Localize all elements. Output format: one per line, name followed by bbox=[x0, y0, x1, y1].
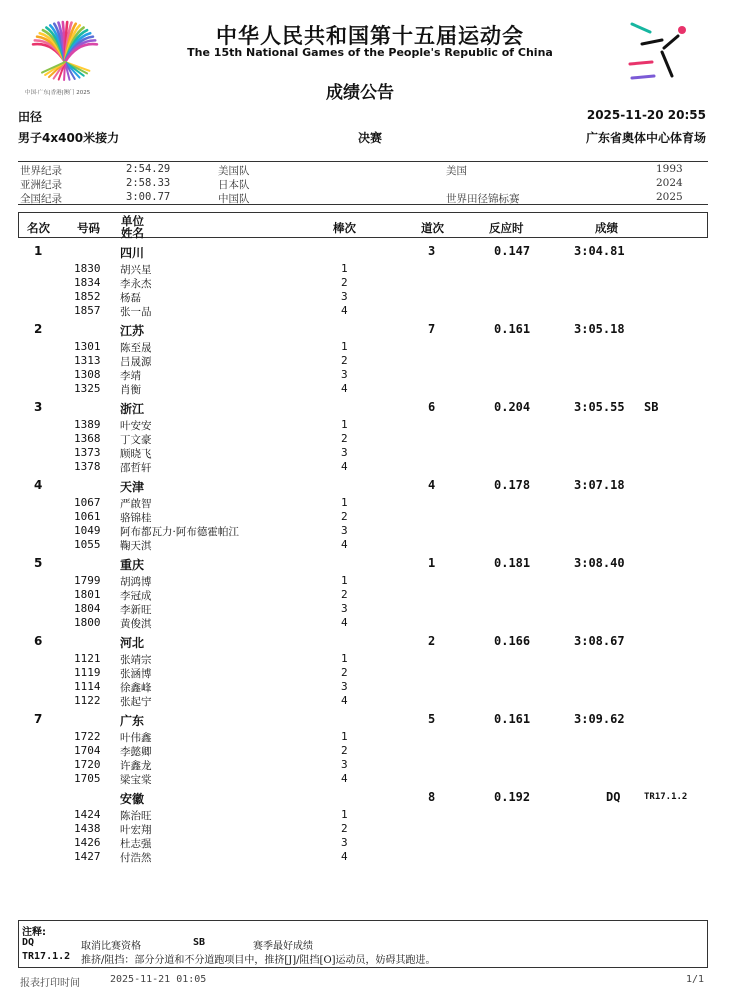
athlete-row bbox=[0, 730, 735, 744]
col-unit: 单位 bbox=[121, 214, 144, 228]
dq-description: 取消比赛资格 bbox=[81, 941, 141, 952]
col-lane: 道次 bbox=[421, 221, 444, 235]
team-name: 天津 bbox=[120, 480, 145, 494]
team-lane: 5 bbox=[428, 712, 436, 726]
athlete-bib: 1325 bbox=[74, 382, 101, 395]
tr-description: 推挤/阻挡：部分分道和不分道跑项目中，推挤[J]/阻挡[O]运动员，妨碍其跑进。 bbox=[81, 955, 436, 966]
team-lane: 1 bbox=[428, 556, 436, 570]
print-time: 2025-11-21 01:05 bbox=[110, 974, 207, 985]
athlete-name: 杜志强 bbox=[120, 838, 152, 850]
athlete-leg: 2 bbox=[341, 822, 348, 835]
athlete-name: 鞠天淇 bbox=[120, 540, 152, 552]
record-label: 世界纪录 bbox=[20, 165, 62, 177]
athlete-row bbox=[0, 290, 735, 304]
logo-caption: 中国·广东|香港|澳门 2025 bbox=[25, 90, 91, 96]
athlete-bib: 1426 bbox=[74, 836, 101, 849]
team-name: 广东 bbox=[120, 714, 145, 728]
record-time: 2:54.29 bbox=[126, 163, 171, 175]
record-year: 2024 bbox=[656, 177, 683, 189]
athlete-name: 张一品 bbox=[120, 306, 152, 318]
athlete-leg: 3 bbox=[341, 368, 348, 381]
athlete-name: 张起宁 bbox=[120, 696, 152, 708]
team-result: 3:05.18 bbox=[574, 322, 625, 336]
athlete-row bbox=[0, 304, 735, 318]
print-info bbox=[18, 974, 708, 988]
team-rank: 1 bbox=[34, 244, 43, 258]
page-title: 成绩公告 bbox=[326, 83, 394, 103]
team-result: 3:08.40 bbox=[574, 556, 625, 570]
athlete-leg: 1 bbox=[341, 496, 348, 509]
team-lane: 8 bbox=[428, 790, 436, 804]
athlete-name: 李新旺 bbox=[120, 604, 152, 616]
team-rank: 3 bbox=[34, 400, 43, 414]
col-result: 成绩 bbox=[595, 221, 618, 235]
team-rank: 2 bbox=[34, 322, 43, 336]
athlete-bib: 1852 bbox=[74, 290, 101, 303]
athlete-name: 叶伟鑫 bbox=[120, 732, 152, 744]
athlete-bib: 1122 bbox=[74, 694, 101, 707]
athlete-row bbox=[0, 446, 735, 460]
athlete-name: 叶宏翔 bbox=[120, 824, 152, 836]
team-result: 3:07.18 bbox=[574, 478, 625, 492]
athlete-row bbox=[0, 616, 735, 630]
team-reaction: 0.161 bbox=[494, 712, 531, 726]
athlete-bib: 1857 bbox=[74, 304, 101, 317]
athlete-name: 许鑫龙 bbox=[120, 760, 152, 772]
athlete-leg: 2 bbox=[341, 744, 348, 757]
page-number: 1/1 bbox=[686, 974, 705, 985]
athlete-leg: 4 bbox=[341, 304, 348, 317]
athlete-row bbox=[0, 758, 735, 772]
athlete-bib: 1055 bbox=[74, 538, 101, 551]
athlete-bib: 1308 bbox=[74, 368, 101, 381]
athlete-name: 吕晟源 bbox=[120, 356, 152, 368]
athlete-leg: 1 bbox=[341, 808, 348, 821]
team-rank: 5 bbox=[34, 556, 43, 570]
athlete-bib: 1720 bbox=[74, 758, 101, 771]
athlete-leg: 1 bbox=[341, 262, 348, 275]
athlete-bib: 1373 bbox=[74, 446, 101, 459]
athlete-row bbox=[0, 418, 735, 432]
record-holder: 美国队 bbox=[218, 165, 250, 177]
team-result: 3:09.62 bbox=[574, 712, 625, 726]
venue-label: 广东省奥体中心体育场 bbox=[585, 131, 706, 145]
athlete-bib: 1722 bbox=[74, 730, 101, 743]
athlete-name: 顾晓飞 bbox=[120, 448, 152, 460]
team-row bbox=[0, 478, 735, 494]
athlete-name: 梁宝棠 bbox=[120, 774, 152, 786]
athlete-bib: 1834 bbox=[74, 276, 101, 289]
team-reaction: 0.192 bbox=[494, 790, 531, 804]
team-lane: 6 bbox=[428, 400, 436, 414]
athlete-row bbox=[0, 432, 735, 446]
athlete-bib: 1119 bbox=[74, 666, 101, 679]
athlete-row bbox=[0, 262, 735, 276]
athlete-name: 骆锦桂 bbox=[120, 512, 152, 524]
athlete-leg: 2 bbox=[341, 510, 348, 523]
athlete-bib: 1799 bbox=[74, 574, 101, 587]
athlete-bib: 1704 bbox=[74, 744, 101, 757]
athlete-bib: 1378 bbox=[74, 460, 101, 473]
athlete-name: 张靖宗 bbox=[120, 654, 152, 666]
athlete-leg: 3 bbox=[341, 758, 348, 771]
team-name: 四川 bbox=[120, 246, 145, 260]
athlete-leg: 2 bbox=[341, 666, 348, 679]
athlete-row bbox=[0, 822, 735, 836]
athlete-name: 丁文豪 bbox=[120, 434, 152, 446]
athlete-row bbox=[0, 836, 735, 850]
round-label: 决赛 bbox=[357, 131, 382, 145]
team-rank: 4 bbox=[34, 478, 43, 492]
team-row bbox=[0, 322, 735, 338]
athlete-leg: 3 bbox=[341, 680, 348, 693]
athlete-bib: 1114 bbox=[74, 680, 101, 693]
team-lane: 4 bbox=[428, 478, 436, 492]
athlete-row bbox=[0, 694, 735, 708]
athlete-name: 胡兴星 bbox=[120, 264, 152, 276]
athlete-leg: 1 bbox=[341, 652, 348, 665]
athlete-leg: 4 bbox=[341, 694, 348, 707]
athlete-row bbox=[0, 354, 735, 368]
athlete-name: 陈至晟 bbox=[120, 342, 152, 354]
athlete-row bbox=[0, 588, 735, 602]
team-lane: 3 bbox=[428, 244, 436, 258]
athlete-row bbox=[0, 602, 735, 616]
team-rank: 6 bbox=[34, 634, 43, 648]
athlete-leg: 2 bbox=[341, 276, 348, 289]
athlete-bib: 1830 bbox=[74, 262, 101, 275]
athlete-row bbox=[0, 652, 735, 666]
athlete-bib: 1804 bbox=[74, 602, 101, 615]
athlete-leg: 2 bbox=[341, 354, 348, 367]
athlete-row bbox=[0, 850, 735, 864]
athlete-row bbox=[0, 772, 735, 786]
athlete-leg: 3 bbox=[341, 446, 348, 459]
athlete-name: 胡鸿博 bbox=[120, 576, 152, 588]
athlete-bib: 1368 bbox=[74, 432, 101, 445]
team-row bbox=[0, 556, 735, 572]
sb-code: SB bbox=[193, 937, 206, 948]
sb-description: 赛季最好成绩 bbox=[253, 941, 313, 952]
athlete-leg: 3 bbox=[341, 602, 348, 615]
athlete-row bbox=[0, 538, 735, 552]
team-rank: 7 bbox=[34, 712, 43, 726]
athlete-row bbox=[0, 680, 735, 694]
athlete-bib: 1427 bbox=[74, 850, 101, 863]
col-reaction: 反应时 bbox=[489, 221, 524, 235]
athlete-row bbox=[0, 368, 735, 382]
team-row bbox=[0, 790, 735, 806]
athlete-bib: 1067 bbox=[74, 496, 101, 509]
notes-title: 注释: bbox=[22, 927, 46, 938]
record-place: 美国 bbox=[446, 165, 467, 177]
athlete-bib: 1424 bbox=[74, 808, 101, 821]
team-reaction: 0.178 bbox=[494, 478, 531, 492]
athlete-leg: 1 bbox=[341, 574, 348, 587]
team-reaction: 0.166 bbox=[494, 634, 531, 648]
team-result: 3:05.55 bbox=[574, 400, 625, 414]
athlete-name: 李懿卿 bbox=[120, 746, 152, 758]
team-note: SB bbox=[644, 400, 659, 414]
athlete-leg: 4 bbox=[341, 850, 348, 863]
event-name: 男子4x400米接力 bbox=[18, 131, 120, 145]
col-name: 姓名 bbox=[121, 226, 144, 240]
team-name: 重庆 bbox=[120, 558, 145, 572]
athlete-bib: 1313 bbox=[74, 354, 101, 367]
athlete-leg: 4 bbox=[341, 538, 348, 551]
athlete-leg: 1 bbox=[341, 730, 348, 743]
col-rank: 名次 bbox=[27, 221, 50, 235]
team-reaction: 0.147 bbox=[494, 244, 531, 258]
print-label: 报表打印时间 bbox=[20, 978, 80, 989]
athlete-name: 叶安安 bbox=[120, 420, 152, 432]
record-time: 3:00.77 bbox=[126, 191, 171, 203]
athlete-name: 杨磊 bbox=[120, 292, 141, 304]
col-leg: 棒次 bbox=[333, 221, 356, 235]
athlete-row bbox=[0, 276, 735, 290]
col-bib: 号码 bbox=[77, 221, 100, 235]
team-result: 3:08.67 bbox=[574, 634, 625, 648]
record-year: 1993 bbox=[656, 163, 683, 175]
team-lane: 7 bbox=[428, 322, 436, 336]
athlete-leg: 3 bbox=[341, 290, 348, 303]
team-note: TR17.1.2 bbox=[644, 792, 688, 802]
team-row bbox=[0, 400, 735, 416]
athlete-bib: 1121 bbox=[74, 652, 101, 665]
team-name: 河北 bbox=[120, 636, 145, 650]
athlete-row bbox=[0, 744, 735, 758]
athlete-row bbox=[0, 382, 735, 396]
athlete-name: 李靖 bbox=[120, 370, 141, 382]
athlete-leg: 4 bbox=[341, 382, 348, 395]
games-title-en: The 15th National Games of the People's Republic of China bbox=[187, 46, 553, 59]
tr-code: TR17.1.2 bbox=[22, 951, 71, 962]
athlete-leg: 4 bbox=[341, 460, 348, 473]
team-name: 安徽 bbox=[120, 792, 145, 806]
report-datetime: 2025-11-20 20:55 bbox=[586, 108, 706, 122]
team-reaction: 0.161 bbox=[494, 322, 531, 336]
athlete-bib: 1301 bbox=[74, 340, 101, 353]
games-title-cn: 中华人民共和国第十五届运动会 bbox=[216, 24, 524, 48]
athlete-name: 付浩然 bbox=[120, 852, 152, 864]
athlete-row bbox=[0, 524, 735, 538]
record-place: 世界田径锦标赛 bbox=[446, 193, 520, 205]
athlete-row bbox=[0, 808, 735, 822]
athlete-leg: 4 bbox=[341, 772, 348, 785]
athlete-name: 黄俊淇 bbox=[120, 618, 152, 630]
athlete-bib: 1438 bbox=[74, 822, 101, 835]
record-time: 2:58.33 bbox=[126, 177, 171, 189]
team-result: 3:04.81 bbox=[574, 244, 625, 258]
athlete-bib: 1049 bbox=[74, 524, 101, 537]
athlete-row bbox=[0, 574, 735, 588]
athlete-leg: 2 bbox=[341, 588, 348, 601]
athlete-name: 李冠成 bbox=[120, 590, 152, 602]
team-lane: 2 bbox=[428, 634, 436, 648]
athlete-name: 阿布都瓦力·阿布德霍帕江 bbox=[120, 526, 239, 538]
record-holder: 日本队 bbox=[218, 179, 250, 191]
athlete-bib: 1800 bbox=[74, 616, 101, 629]
athlete-row bbox=[0, 666, 735, 680]
athlete-name: 邵哲轩 bbox=[120, 462, 152, 474]
athlete-name: 肖衡 bbox=[120, 384, 141, 396]
notes-box bbox=[18, 920, 708, 968]
team-reaction: 0.204 bbox=[494, 400, 531, 414]
athlete-bib: 1061 bbox=[74, 510, 101, 523]
team-name: 江苏 bbox=[120, 324, 145, 338]
athlete-bib: 1389 bbox=[74, 418, 101, 431]
athlete-name: 徐鑫峰 bbox=[120, 682, 152, 694]
team-row bbox=[0, 634, 735, 650]
record-label: 亚洲纪录 bbox=[20, 179, 62, 191]
team-result: DQ bbox=[606, 790, 621, 804]
athlete-row bbox=[0, 496, 735, 510]
athlete-leg: 2 bbox=[341, 432, 348, 445]
team-row bbox=[0, 244, 735, 260]
record-label: 全国纪录 bbox=[20, 193, 62, 205]
athlete-name: 张涵博 bbox=[120, 668, 152, 680]
athlete-row bbox=[0, 460, 735, 474]
athlete-leg: 3 bbox=[341, 836, 348, 849]
athlete-bib: 1801 bbox=[74, 588, 101, 601]
team-row bbox=[0, 712, 735, 728]
athlete-leg: 3 bbox=[341, 524, 348, 537]
athlete-name: 陈治旺 bbox=[120, 810, 152, 822]
athlete-row bbox=[0, 340, 735, 354]
athlete-name: 李永杰 bbox=[120, 278, 152, 290]
record-holder: 中国队 bbox=[218, 193, 250, 205]
team-reaction: 0.181 bbox=[494, 556, 531, 570]
team-name: 浙江 bbox=[120, 402, 145, 416]
athlete-bib: 1705 bbox=[74, 772, 101, 785]
athlete-leg: 4 bbox=[341, 616, 348, 629]
sport-label: 田径 bbox=[18, 110, 43, 124]
record-year: 2025 bbox=[656, 191, 683, 203]
athlete-leg: 1 bbox=[341, 418, 348, 431]
dq-code: DQ bbox=[22, 937, 35, 948]
athlete-name: 严啟智 bbox=[120, 498, 152, 510]
athlete-row bbox=[0, 510, 735, 524]
athlete-leg: 1 bbox=[341, 340, 348, 353]
